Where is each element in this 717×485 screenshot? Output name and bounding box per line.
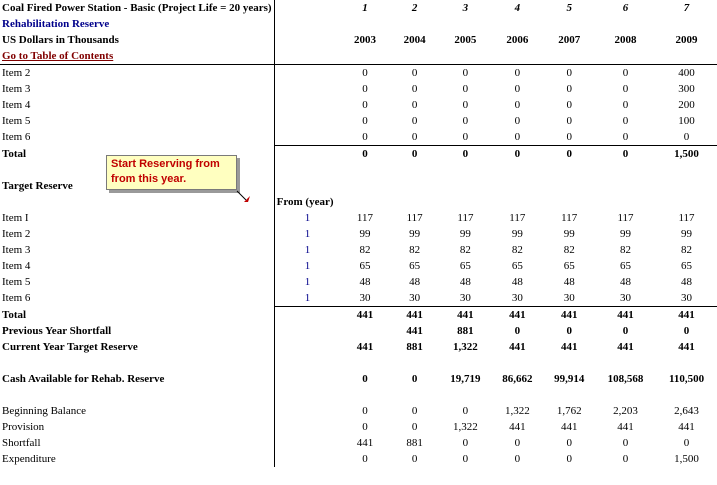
value-cell[interactable] [491, 387, 543, 403]
value-cell[interactable]: 110,500 [668, 373, 705, 385]
value-cell[interactable] [274, 32, 340, 48]
value-cell[interactable]: 881 [406, 341, 423, 353]
sheet-title[interactable]: Coal Fired Power Station - Basic (Project Life = 20 years) [0, 0, 274, 16]
value-cell[interactable] [340, 16, 389, 32]
value-cell[interactable]: 117 [457, 212, 474, 224]
value-cell[interactable]: 441 [509, 421, 526, 433]
value-cell[interactable]: 0 [362, 405, 368, 417]
value-cell[interactable]: 441 [406, 325, 423, 337]
value-cell[interactable]: 99 [359, 228, 371, 240]
value-cell[interactable]: 441 [356, 341, 374, 353]
target-item-row [0, 242, 717, 258]
value-cell[interactable]: 48 [681, 276, 693, 288]
item-row [0, 113, 717, 129]
value-cell[interactable]: 30 [459, 292, 471, 304]
value-cell[interactable]: 0 [514, 453, 521, 465]
row-label[interactable] [0, 194, 274, 210]
value-cell[interactable]: 82 [681, 244, 693, 256]
value-cell[interactable]: 99 [459, 228, 471, 240]
value-cell[interactable]: 99 [681, 228, 693, 240]
value-cell[interactable]: 86,662 [502, 373, 533, 385]
value-cell[interactable] [656, 16, 717, 32]
value-cell[interactable] [543, 16, 595, 32]
value-cell[interactable] [543, 48, 595, 65]
toc-row [0, 48, 717, 65]
value-cell[interactable] [595, 162, 656, 178]
value-cell[interactable] [390, 355, 440, 371]
target-total-row [0, 307, 717, 324]
value-cell[interactable] [595, 178, 656, 194]
value-cell[interactable]: 0 [566, 115, 572, 127]
value-cell[interactable]: 0 [462, 83, 469, 95]
row-label[interactable]: Total [0, 307, 274, 324]
value-cell[interactable]: 0 [390, 65, 440, 82]
value-cell[interactable] [440, 355, 492, 371]
comment-line-1: Start Reserving from [111, 158, 220, 170]
value-cell[interactable]: 0 [566, 131, 572, 143]
value-cell[interactable]: 99 [511, 228, 523, 240]
value-cell[interactable]: 65 [359, 260, 371, 272]
value-cell[interactable]: 0 [440, 146, 492, 163]
value-cell[interactable]: 1,762 [556, 405, 582, 417]
value-cell[interactable]: 19,719 [450, 373, 481, 385]
row-label[interactable]: Item 3 [0, 81, 274, 97]
value-cell[interactable]: 441 [560, 341, 578, 353]
expenditure-row [0, 451, 717, 467]
value-cell[interactable]: 99 [409, 228, 421, 240]
currency-label[interactable]: US Dollars in Thousands [0, 32, 274, 48]
row-label[interactable] [0, 355, 274, 371]
value-cell[interactable]: 1,500 [674, 453, 699, 465]
value-cell[interactable]: 82 [563, 244, 575, 256]
value-cell[interactable] [390, 178, 440, 194]
cash-available-row [0, 371, 717, 387]
item-row [0, 81, 717, 97]
value-cell[interactable]: 441 [595, 307, 656, 324]
target-item-row [0, 210, 717, 226]
value-cell[interactable]: 0 [595, 146, 656, 163]
value-cell[interactable] [274, 323, 340, 339]
year-header[interactable]: 2007 [558, 34, 581, 46]
value-cell[interactable]: 0 [462, 115, 469, 127]
value-cell[interactable]: 100 [678, 115, 695, 127]
value-cell[interactable]: 1,322 [453, 421, 478, 433]
value-cell[interactable] [274, 65, 340, 82]
value-cell[interactable]: 2,203 [613, 405, 638, 417]
value-cell[interactable] [491, 355, 543, 371]
header-title-row [0, 0, 717, 16]
value-cell[interactable]: 0 [514, 115, 521, 127]
value-cell[interactable]: 441 [560, 421, 578, 433]
value-cell[interactable] [274, 451, 340, 467]
from-year-value[interactable]: 1 [304, 228, 311, 240]
value-cell[interactable] [390, 162, 440, 178]
value-cell[interactable]: 30 [511, 292, 523, 304]
value-cell[interactable] [274, 403, 340, 419]
value-cell[interactable]: 0 [411, 373, 418, 385]
value-cell[interactable]: 82 [620, 244, 632, 256]
value-cell[interactable]: 441 [340, 307, 389, 324]
value-cell[interactable]: 441 [678, 341, 695, 353]
value-cell[interactable]: 117 [678, 212, 695, 224]
value-cell[interactable]: 0 [566, 437, 572, 449]
value-cell[interactable] [390, 194, 440, 210]
value-cell[interactable]: 0 [543, 65, 595, 82]
value-cell[interactable] [491, 16, 543, 32]
value-cell[interactable]: 30 [681, 292, 693, 304]
value-cell[interactable] [440, 16, 492, 32]
value-cell[interactable]: 0 [462, 453, 469, 465]
value-cell[interactable]: 441 [617, 341, 634, 353]
value-cell[interactable] [274, 97, 340, 113]
beginning-balance-row [0, 403, 717, 419]
value-cell[interactable] [274, 146, 340, 163]
value-cell[interactable]: 0 [462, 437, 469, 449]
value-cell[interactable]: 0 [411, 83, 418, 95]
value-cell[interactable]: 0 [362, 83, 368, 95]
value-cell[interactable]: 0 [462, 99, 469, 111]
value-cell[interactable]: 441 [491, 307, 543, 324]
value-cell[interactable]: 65 [459, 260, 471, 272]
row-label[interactable]: Provision [0, 419, 274, 435]
value-cell[interactable] [656, 48, 717, 65]
value-cell[interactable]: 99 [563, 228, 575, 240]
value-cell[interactable] [340, 355, 389, 371]
value-cell[interactable] [390, 16, 440, 32]
value-cell[interactable]: 0 [622, 99, 629, 111]
value-cell[interactable]: 1,322 [453, 341, 478, 353]
value-cell[interactable]: 0 [543, 146, 595, 163]
period-number[interactable]: 4 [514, 2, 521, 14]
value-cell[interactable]: 48 [359, 276, 371, 288]
item-row [0, 97, 717, 113]
value-cell[interactable] [595, 355, 656, 371]
value-cell[interactable] [656, 162, 717, 178]
value-cell[interactable] [656, 194, 717, 210]
value-cell[interactable]: 48 [459, 276, 471, 288]
year-header[interactable]: 2003 [353, 34, 376, 46]
year-header[interactable]: 2006 [506, 34, 529, 46]
period-number[interactable]: 6 [622, 2, 629, 14]
value-cell[interactable]: 65 [409, 260, 421, 272]
value-cell[interactable]: 881 [457, 325, 474, 337]
row-label[interactable]: Item 6 [0, 290, 274, 307]
value-cell[interactable]: 441 [543, 307, 595, 324]
value-cell[interactable]: 0 [514, 131, 521, 143]
value-cell[interactable]: 117 [561, 212, 578, 224]
row-label[interactable]: Previous Year Shortfall [0, 323, 274, 339]
period-number[interactable]: 3 [462, 2, 469, 14]
value-cell[interactable]: 0 [340, 146, 389, 163]
value-cell[interactable] [274, 387, 340, 403]
value-cell[interactable]: 0 [491, 146, 543, 163]
value-cell[interactable] [274, 129, 340, 146]
value-cell[interactable]: 48 [409, 276, 421, 288]
value-cell[interactable]: 65 [563, 260, 575, 272]
value-cell[interactable]: 300 [678, 83, 695, 95]
value-cell[interactable] [595, 387, 656, 403]
comment-line-2: from this year. [111, 173, 187, 185]
from-year-value[interactable]: 1 [304, 212, 311, 224]
value-cell[interactable]: 0 [462, 131, 469, 143]
value-cell[interactable] [491, 194, 543, 210]
value-cell[interactable] [390, 48, 440, 65]
value-cell[interactable]: 30 [359, 292, 371, 304]
value-cell[interactable]: 0 [362, 99, 368, 111]
value-cell[interactable]: 0 [390, 146, 440, 163]
value-cell[interactable] [274, 162, 340, 178]
row-label[interactable] [0, 387, 274, 403]
value-cell[interactable] [274, 48, 340, 65]
value-cell[interactable] [656, 355, 717, 371]
value-cell[interactable]: 82 [359, 244, 371, 256]
target-item-row [0, 226, 717, 242]
value-cell[interactable] [274, 419, 340, 435]
row-label[interactable]: Item 4 [0, 97, 274, 113]
value-cell[interactable]: 65 [681, 260, 693, 272]
value-cell[interactable]: 0 [340, 65, 389, 82]
from-year-header[interactable]: From (year) [276, 196, 334, 208]
value-cell[interactable]: 400 [656, 65, 717, 82]
value-cell[interactable] [440, 194, 492, 210]
row-label[interactable]: Item 2 [0, 65, 274, 82]
value-cell[interactable] [491, 178, 543, 194]
value-cell[interactable] [390, 387, 440, 403]
value-cell[interactable]: 0 [566, 325, 572, 337]
value-cell[interactable]: 0 [683, 325, 690, 337]
value-cell[interactable]: 200 [678, 99, 695, 111]
header-subtitle-row [0, 16, 717, 32]
target-item-row [0, 258, 717, 274]
value-cell[interactable]: 0 [362, 115, 368, 127]
value-cell[interactable]: 0 [514, 325, 521, 337]
value-cell[interactable]: 0 [683, 131, 690, 143]
value-cell[interactable]: 99,914 [554, 373, 585, 385]
period-number[interactable]: 1 [362, 2, 368, 14]
value-cell[interactable]: 0 [440, 65, 492, 82]
row-label[interactable]: Item 2 [0, 226, 274, 242]
value-cell[interactable] [274, 81, 340, 97]
value-cell[interactable]: 441 [390, 307, 440, 324]
provision-row [0, 419, 717, 435]
row-label[interactable]: Expenditure [0, 451, 274, 467]
value-cell[interactable]: 30 [409, 292, 421, 304]
item-row [0, 129, 717, 146]
value-cell[interactable]: 48 [563, 276, 575, 288]
row-label[interactable]: Total [0, 146, 274, 163]
value-cell[interactable] [543, 387, 595, 403]
value-cell[interactable] [274, 178, 340, 194]
value-cell[interactable]: 441 [440, 307, 492, 324]
value-cell[interactable]: 65 [511, 260, 523, 272]
from-year-value[interactable]: 1 [304, 276, 311, 288]
value-cell[interactable] [340, 162, 389, 178]
value-cell[interactable] [656, 178, 717, 194]
value-cell[interactable] [543, 355, 595, 371]
value-cell[interactable]: 441 [656, 307, 717, 324]
year-header[interactable]: 2009 [675, 34, 698, 46]
value-cell[interactable]: 0 [566, 83, 572, 95]
value-cell[interactable]: 117 [356, 212, 373, 224]
from-year-header-row [0, 194, 717, 210]
value-cell[interactable]: 82 [459, 244, 471, 256]
from-year-value[interactable]: 1 [304, 244, 311, 256]
value-cell[interactable]: 0 [411, 99, 418, 111]
value-cell[interactable] [595, 194, 656, 210]
blank-row [0, 387, 717, 403]
row-label[interactable]: Item 3 [0, 242, 274, 258]
value-cell[interactable] [340, 194, 389, 210]
title-overflow[interactable] [274, 0, 340, 16]
value-cell[interactable]: 0 [595, 65, 656, 82]
row-label[interactable]: Shortfall [0, 435, 274, 451]
row-label[interactable]: Item 5 [0, 113, 274, 129]
value-cell[interactable]: 0 [411, 131, 418, 143]
value-cell[interactable]: 0 [362, 421, 368, 433]
period-number[interactable]: 5 [566, 2, 572, 14]
value-cell[interactable] [491, 162, 543, 178]
value-cell[interactable]: 0 [622, 115, 629, 127]
year-header[interactable]: 2004 [403, 34, 426, 46]
value-cell[interactable]: 0 [622, 83, 629, 95]
cell-comment [106, 155, 237, 190]
value-cell[interactable]: 0 [683, 437, 690, 449]
year-header[interactable]: 2005 [454, 34, 477, 46]
value-cell[interactable]: 117 [406, 212, 423, 224]
value-cell[interactable]: 0 [514, 99, 521, 111]
value-cell[interactable]: 0 [462, 405, 469, 417]
value-cell[interactable] [656, 387, 717, 403]
value-cell[interactable]: 30 [563, 292, 575, 304]
value-cell[interactable] [440, 387, 492, 403]
value-cell[interactable]: 48 [620, 276, 632, 288]
value-cell[interactable]: 65 [620, 260, 632, 272]
value-cell[interactable]: 48 [511, 276, 523, 288]
value-cell[interactable]: 117 [509, 212, 526, 224]
value-cell[interactable] [491, 48, 543, 65]
value-cell[interactable]: 30 [620, 292, 632, 304]
value-cell[interactable]: 82 [409, 244, 421, 256]
value-cell[interactable]: 0 [362, 453, 368, 465]
value-cell[interactable]: 441 [356, 437, 374, 449]
value-cell[interactable]: 2,643 [674, 405, 699, 417]
row-label[interactable]: Item I [0, 210, 274, 226]
value-cell[interactable]: 441 [617, 421, 634, 433]
value-cell[interactable]: 0 [566, 99, 572, 111]
from-year-value[interactable]: 1 [304, 260, 311, 272]
value-cell[interactable]: 1,322 [504, 405, 530, 417]
value-cell[interactable]: 82 [511, 244, 523, 256]
value-cell[interactable]: 0 [491, 65, 543, 82]
value-cell[interactable] [543, 162, 595, 178]
item-row [0, 65, 717, 82]
value-cell[interactable]: 0 [411, 405, 418, 417]
comment-indicator-icon [236, 190, 252, 206]
previous-shortfall-row [0, 323, 717, 339]
value-cell[interactable]: 0 [566, 453, 572, 465]
year-header[interactable]: 2008 [614, 34, 637, 46]
sheet-subtitle[interactable]: Rehabilitation Reserve [0, 16, 274, 32]
value-cell[interactable]: 0 [622, 437, 629, 449]
current-target-row [0, 339, 717, 355]
row-label[interactable]: Current Year Target Reserve [0, 339, 274, 355]
row-label[interactable]: Cash Available for Rehab. Reserve [0, 371, 274, 387]
value-cell[interactable] [274, 16, 340, 32]
value-cell[interactable]: 0 [514, 437, 521, 449]
value-cell[interactable] [440, 178, 492, 194]
value-cell[interactable] [274, 113, 340, 129]
value-cell[interactable] [340, 323, 389, 339]
value-cell[interactable] [274, 371, 340, 387]
value-cell[interactable]: 0 [362, 373, 368, 385]
value-cell[interactable]: 441 [509, 341, 526, 353]
target-reserve-label[interactable]: Target Reserve [0, 178, 274, 194]
value-cell[interactable] [340, 178, 389, 194]
value-cell[interactable]: 0 [411, 115, 418, 127]
row-label[interactable]: Beginning Balance [0, 403, 274, 419]
value-cell[interactable]: 0 [411, 453, 418, 465]
value-cell[interactable]: 0 [622, 325, 629, 337]
row-label[interactable]: Item 6 [0, 129, 274, 146]
value-cell[interactable]: 0 [362, 131, 368, 143]
value-cell[interactable]: 0 [514, 83, 521, 95]
period-number[interactable]: 2 [411, 2, 418, 14]
value-cell[interactable] [543, 194, 595, 210]
value-cell[interactable] [274, 355, 340, 371]
value-cell[interactable] [274, 435, 340, 451]
value-cell[interactable] [274, 339, 340, 355]
value-cell[interactable] [340, 387, 389, 403]
value-cell[interactable] [440, 48, 492, 65]
value-cell[interactable] [543, 178, 595, 194]
value-cell[interactable] [595, 48, 656, 65]
period-number[interactable]: 7 [683, 2, 690, 14]
target-item-row [0, 290, 717, 307]
value-cell[interactable]: 441 [678, 421, 695, 433]
value-cell[interactable]: 0 [622, 453, 629, 465]
value-cell[interactable]: 1,500 [656, 146, 717, 163]
target-item-row [0, 274, 717, 290]
value-cell[interactable] [274, 307, 340, 324]
value-cell[interactable]: 108,568 [607, 373, 644, 385]
value-cell[interactable] [595, 16, 656, 32]
row-label[interactable]: Item 5 [0, 274, 274, 290]
from-year-value[interactable]: 1 [304, 292, 311, 304]
shortfall-row [0, 435, 717, 451]
value-cell[interactable]: 0 [622, 131, 629, 143]
table-of-contents-link[interactable]: Go to Table of Contents [0, 48, 274, 65]
value-cell[interactable]: 0 [411, 421, 418, 433]
value-cell[interactable]: 881 [406, 437, 423, 449]
header-years-row [0, 32, 717, 48]
value-cell[interactable]: 117 [617, 212, 634, 224]
value-cell[interactable] [440, 162, 492, 178]
value-cell[interactable]: 99 [620, 228, 632, 240]
blank-row [0, 355, 717, 371]
value-cell[interactable] [340, 48, 389, 65]
row-label[interactable]: Item 4 [0, 258, 274, 274]
